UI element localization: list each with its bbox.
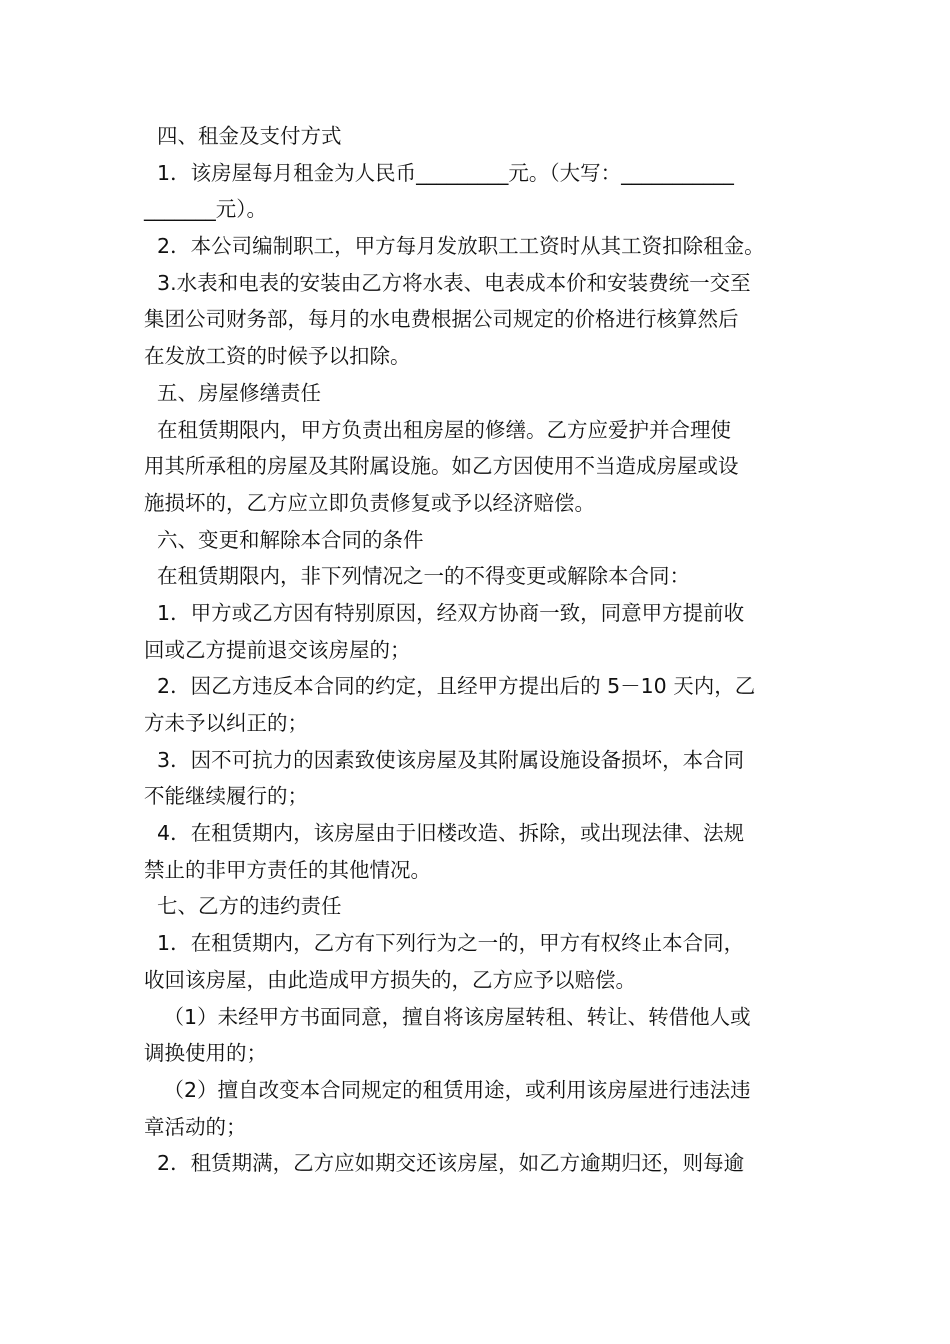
section-heading-breach: 七、乙方的违约责任 xyxy=(144,894,342,919)
paragraph-line: 集团公司财务部，每月的水电费根据公司规定的价格进行核算然后 xyxy=(144,307,739,332)
paragraph-line: 2．租赁期满，乙方应如期交还该房屋，如乙方逾期归还，则每逾 xyxy=(144,1151,745,1176)
paragraph-line: 2．因乙方违反本合同的约定，且经甲方提出后的 5－10 天内，乙 xyxy=(144,674,756,699)
paragraph-line: 3.水表和电表的安装由乙方将水表、电表成本价和安装费统一交至 xyxy=(144,270,751,295)
paragraph-line: _______元）。 xyxy=(144,197,267,222)
paragraph-line: 1．甲方或乙方因有特别原因，经双方协商一致，同意甲方提前收 xyxy=(144,600,745,625)
paragraph-line: 1．该房屋每月租金为人民币_________元。（大写：___________ xyxy=(144,160,734,185)
paragraph-line: 不能继续履行的； xyxy=(144,784,308,809)
paragraph-line: （2）擅自改变本合同规定的租赁用途，或利用该房屋进行违法违 xyxy=(144,1077,751,1102)
section-heading-repair: 五、房屋修缮责任 xyxy=(144,380,322,405)
paragraph-line: 章活动的； xyxy=(144,1114,247,1139)
paragraph-line: 在租赁期限内，甲方负责出租房屋的修缮。乙方应爱护并合理使 xyxy=(144,417,732,442)
paragraph-line: 3．因不可抗力的因素致使该房屋及其附属设施设备损坏，本合同 xyxy=(144,747,745,772)
paragraph-line: 方未予以纠正的； xyxy=(144,711,308,735)
paragraph-line: 施损坏的，乙方应立即负责修复或予以经济赔偿。 xyxy=(144,490,595,515)
section-heading-termination: 六、变更和解除本合同的条件 xyxy=(144,527,424,552)
paragraph-line: 回或乙方提前退交该房屋的； xyxy=(144,637,411,662)
paragraph-line: 禁止的非甲方责任的其他情况。 xyxy=(144,857,431,882)
paragraph-line: 收回该房屋，由此造成甲方损失的，乙方应予以赔偿。 xyxy=(144,967,636,992)
paragraph-line: 用其所承租的房屋及其附属设施。如乙方因使用不当造成房屋或设 xyxy=(144,454,739,479)
section-heading-rent-payment: 四、租金及支付方式 xyxy=(144,124,342,148)
paragraph-line: 4．在租赁期内，该房屋由于旧楼改造、拆除，或出现法律、法规 xyxy=(144,821,745,846)
paragraph-line: 1．在租赁期内，乙方有下列行为之一的，甲方有权终止本合同， xyxy=(144,931,745,956)
paragraph-line: 在发放工资的时候予以扣除。 xyxy=(144,344,411,369)
paragraph-line: 在租赁期限内，非下列情况之一的不得变更或解除本合同： xyxy=(144,564,691,589)
document-body xyxy=(144,118,824,1182)
paragraph-line: （1）未经甲方书面同意，擅自将该房屋转租、转让、转借他人或 xyxy=(144,1004,751,1029)
paragraph-line: 调换使用的； xyxy=(144,1041,267,1066)
paragraph-line: 2．本公司编制职工，甲方每月发放职工工资时从其工资扣除租金。 xyxy=(144,234,765,259)
